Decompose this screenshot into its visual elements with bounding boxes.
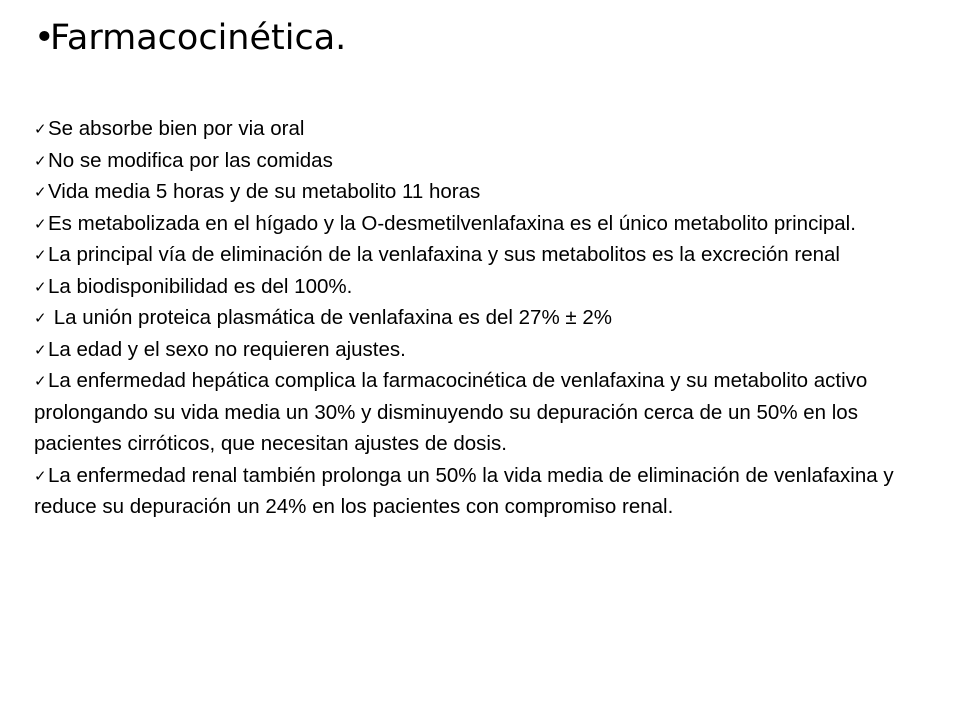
list-item-text: Se absorbe bien por via oral xyxy=(48,117,305,140)
list-item-text: No se modifica por las comidas xyxy=(48,148,333,172)
checkmark-icon: ✓ xyxy=(34,310,47,327)
list-item xyxy=(34,460,914,523)
checkmark-icon: ✓ xyxy=(34,278,47,296)
list-item-text: La biodisponibilidad es del 100%. xyxy=(48,274,353,298)
checkmark-icon: ✓ xyxy=(34,184,47,201)
checkmark-icon: ✓ xyxy=(34,341,47,359)
list-item-text: La principal vía de eliminación de la venlafaxina y sus metabolitos es la excreción renal xyxy=(48,243,840,266)
list-item-text: Vida media 5 horas y de su metabolito 11 horas xyxy=(48,180,481,203)
checkmark-icon: ✓ xyxy=(34,152,47,170)
list-item xyxy=(34,334,914,366)
list-item xyxy=(34,271,914,303)
list-item xyxy=(34,239,914,271)
checkmark-icon: ✓ xyxy=(34,373,47,390)
checkmark-icon: ✓ xyxy=(34,215,47,233)
list-item-text: La enfermedad hepática complica la farmacocinética de venlafaxina y su metabolito activo prolongando su vida media un 30% y disminuyendo su depuración cerca de un 50% en los pacientes cirróticos, que necesitan ajustes de dosis. xyxy=(34,369,868,455)
checkmark-icon: ✓ xyxy=(34,467,47,485)
list-item xyxy=(34,302,914,334)
list-item-text: La edad y el sexo no requieren ajustes. xyxy=(48,337,406,361)
checkmark-icon: ✓ xyxy=(34,121,47,138)
list-item-text: La unión proteica plasmática de venlafaxina es del 27% ± 2% xyxy=(48,306,612,329)
list-item-text: Es metabolizada en el hígado y la O-desmetilvenlafaxina es el único metabolito principal. xyxy=(48,211,856,235)
bullet-list xyxy=(34,113,914,523)
list-item xyxy=(34,208,914,240)
list-item xyxy=(34,145,914,177)
title-bullet: • xyxy=(34,18,55,58)
list-item xyxy=(34,113,914,145)
checkmark-icon: ✓ xyxy=(34,247,47,264)
list-item xyxy=(34,176,914,208)
list-item-text: La enfermedad renal también prolonga un 50% la vida media de eliminación de venlafaxina y reduce su depuración un 24% en los pacientes con compromiso renal. xyxy=(34,463,894,518)
slide-title xyxy=(34,14,346,62)
list-item xyxy=(34,365,914,460)
title-text: Farmacocinética. xyxy=(50,18,347,58)
